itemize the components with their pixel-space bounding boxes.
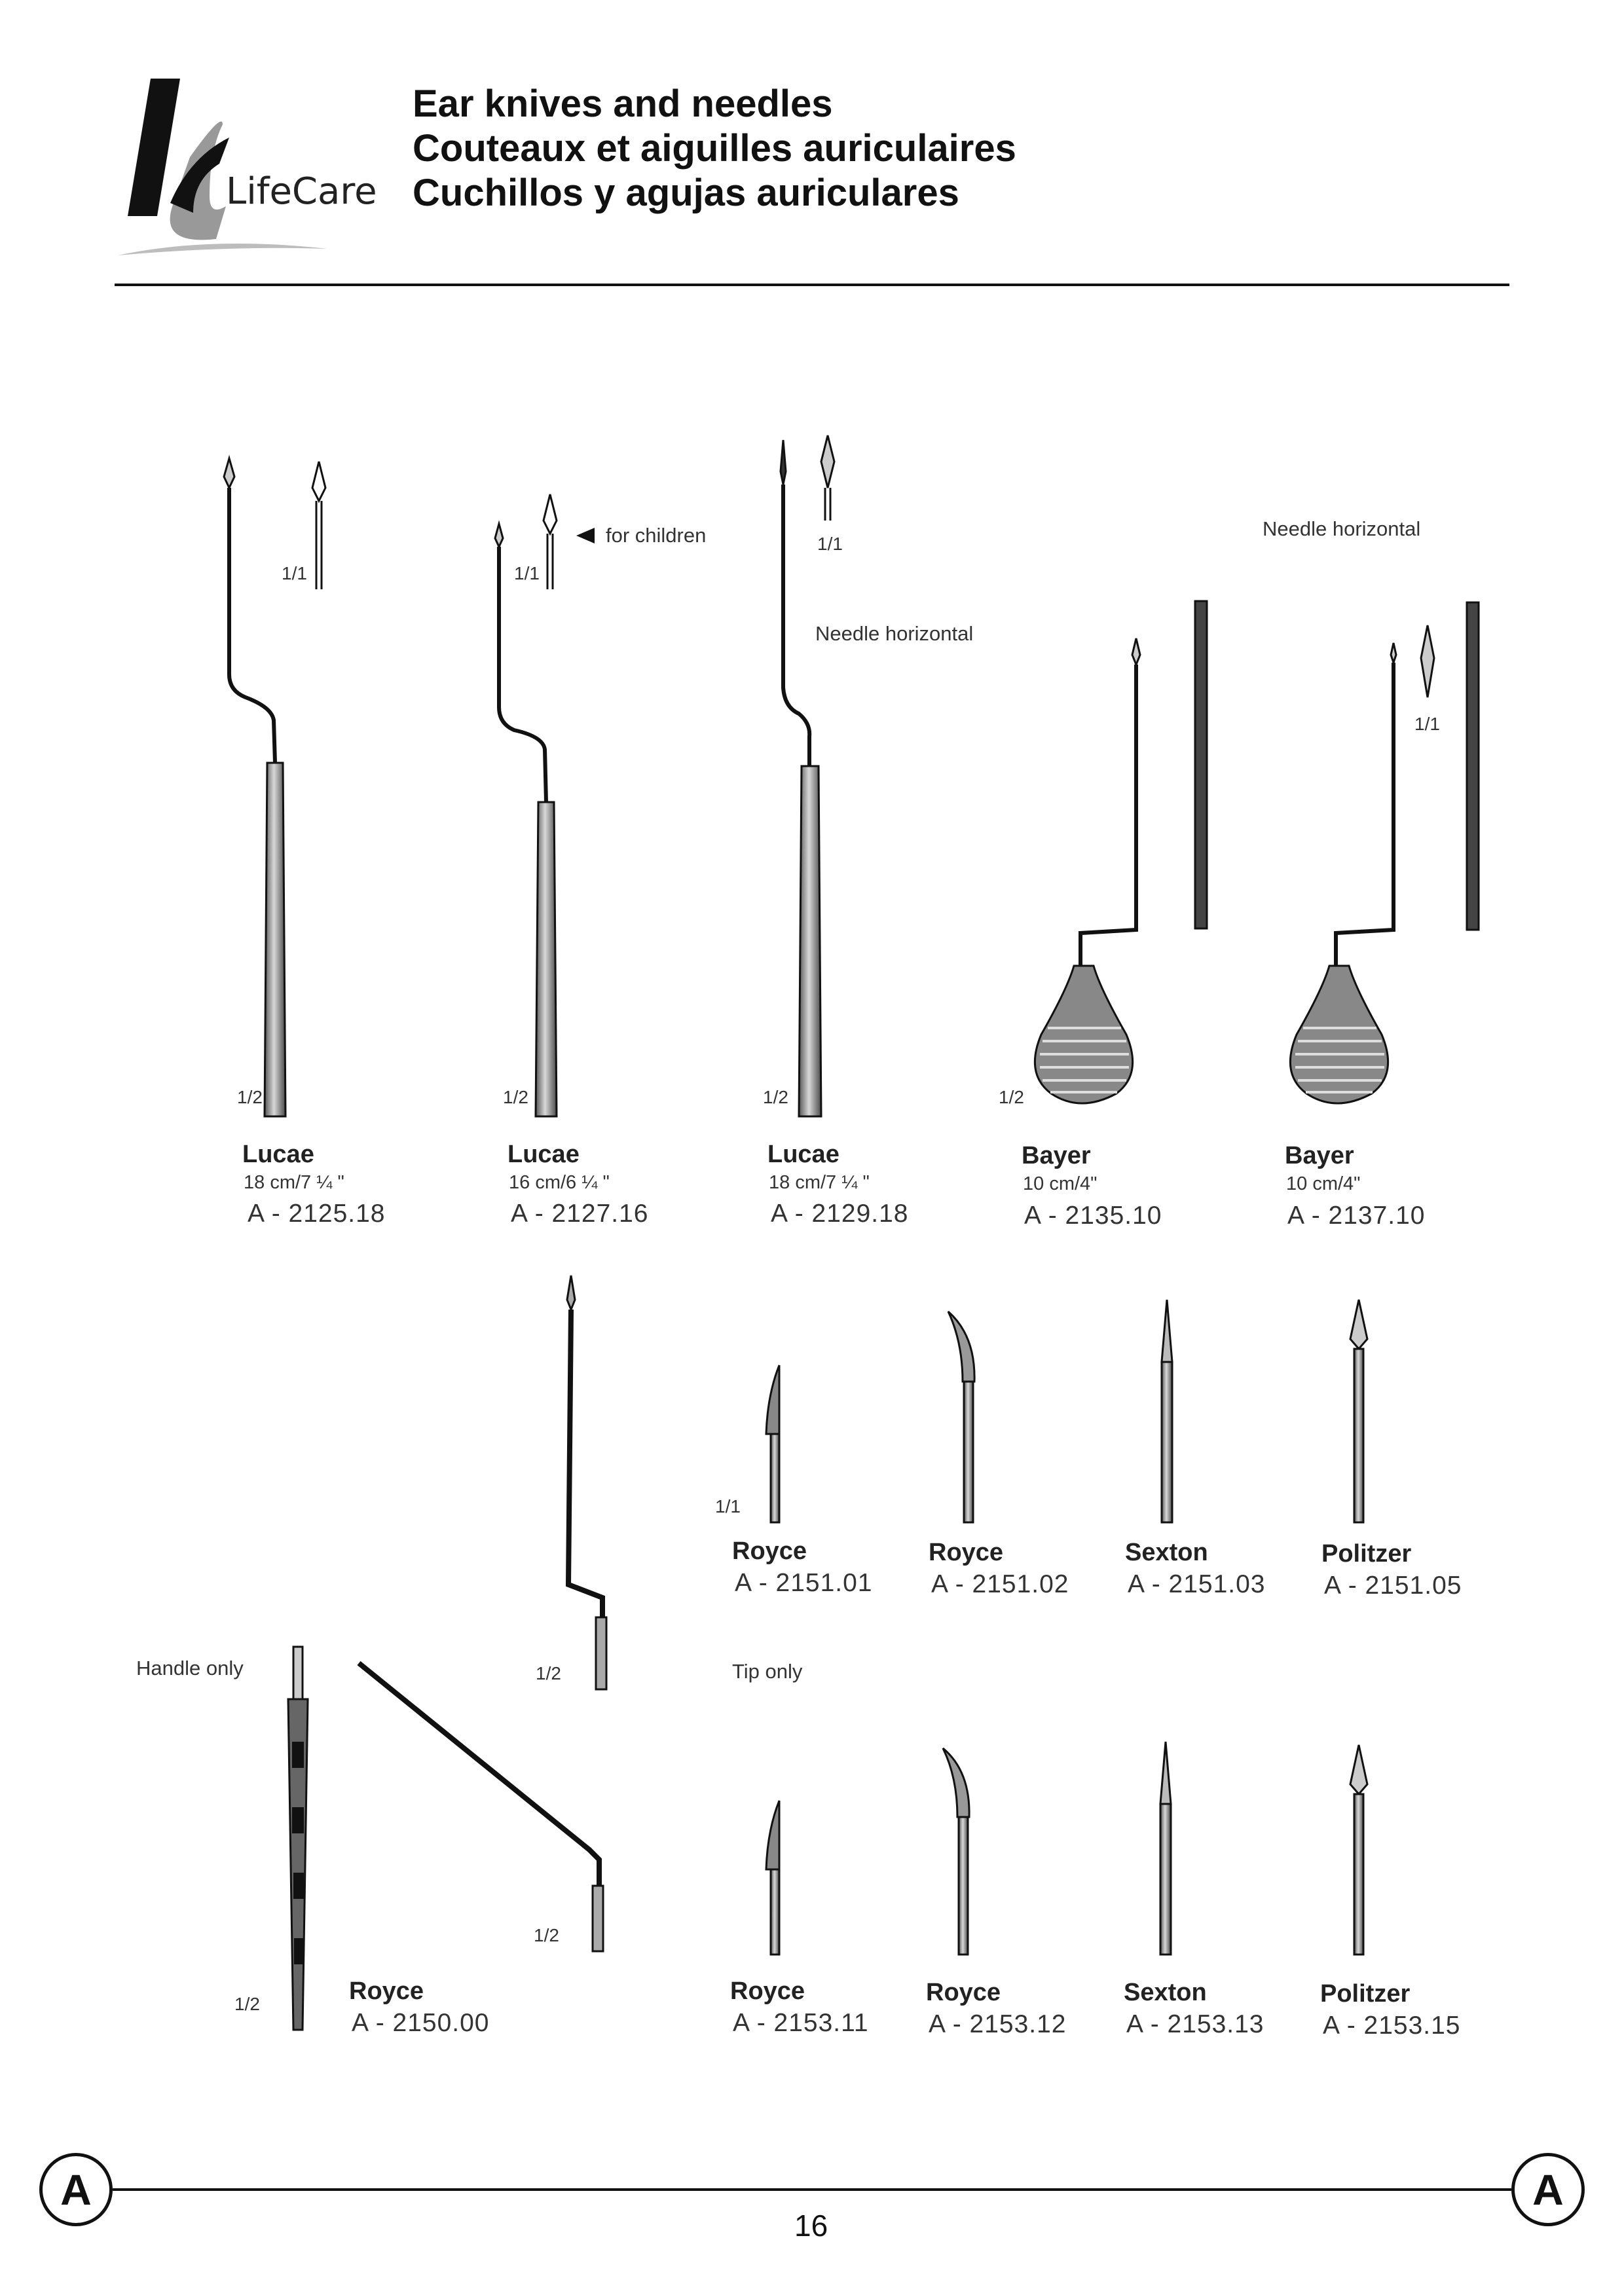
footer-divider: [113, 2188, 1511, 2191]
product-code: A - 2137.10: [1287, 1202, 1426, 1230]
bayer-needle-2: [1290, 602, 1479, 1103]
product-name: Royce: [349, 1977, 424, 2005]
product-name: Bayer: [1285, 1142, 1354, 1169]
page-number: 16: [794, 2209, 828, 2243]
product-code: A - 2127.16: [511, 1200, 649, 1228]
royce-tip-2151-02: [948, 1312, 974, 1522]
section-badge-right: A: [1511, 2153, 1585, 2226]
product-name: Royce: [730, 1977, 805, 2005]
royce-handle: [288, 1647, 308, 2030]
product-code: A - 2151.01: [735, 1569, 873, 1597]
scale-1-2: 1/2: [763, 1087, 788, 1107]
scale-1-2: 1/2: [536, 1663, 561, 1683]
royce-tip-2153-11: [766, 1801, 779, 1955]
handle-only-label: Handle only: [136, 1657, 244, 1680]
product-size: 16 cm/6 ¼ ": [509, 1172, 610, 1193]
product-name: Sexton: [1125, 1539, 1208, 1566]
product-code: A - 2153.12: [929, 2010, 1067, 2038]
royce-angled-tip: [359, 1663, 603, 1951]
product-name: Lucae: [767, 1141, 840, 1168]
product-name: Sexton: [1124, 1979, 1207, 2006]
product-code: A - 2153.13: [1126, 2010, 1264, 2038]
sexton-tip-2151-03: [1162, 1300, 1172, 1522]
for-children-arrow-icon: [576, 528, 595, 543]
product-size: 18 cm/7 ¼ ": [244, 1172, 344, 1193]
product-code: A - 2153.15: [1323, 2011, 1461, 2040]
product-size: 18 cm/7 ¼ ": [769, 1172, 870, 1193]
product-name: Royce: [732, 1537, 807, 1565]
for-children-label: for children: [606, 524, 707, 547]
product-name: Lucae: [242, 1141, 314, 1168]
product-code: A - 2151.05: [1324, 1571, 1462, 1600]
scale-1-1: 1/1: [817, 534, 843, 554]
product-code: A - 2135.10: [1024, 1202, 1162, 1230]
lucae-knife-1: [224, 458, 325, 1116]
product-code: A - 2125.18: [248, 1200, 386, 1228]
scale-1-2: 1/2: [999, 1087, 1024, 1107]
product-name: Royce: [929, 1539, 1004, 1566]
page-title-es: Cuchillos y agujas auriculares: [413, 172, 959, 214]
product-size: 10 cm/4": [1023, 1173, 1098, 1194]
politzer-tip-2151-05: [1350, 1300, 1367, 1522]
scale-1-1: 1/1: [1414, 714, 1440, 734]
royce-tip-2151-01: [766, 1365, 779, 1522]
scale-1-1: 1/1: [282, 563, 307, 583]
scale-1-2: 1/2: [237, 1087, 263, 1107]
bayer-needle-1: [1035, 601, 1207, 1103]
product-code: A - 2151.02: [931, 1570, 1069, 1598]
scale-1-1: 1/1: [715, 1496, 741, 1516]
lucae-knife-2: [495, 494, 557, 1116]
scale-1-1: 1/1: [514, 563, 540, 583]
product-code: A - 2151.03: [1128, 1570, 1266, 1598]
politzer-tip-2153-15: [1350, 1745, 1367, 1955]
page-title-fr: Couteaux et aiguilles auriculaires: [413, 127, 1016, 170]
royce-tip-2153-12: [943, 1748, 969, 1955]
product-code: A - 2153.11: [733, 2009, 869, 2037]
scale-1-2: 1/2: [503, 1087, 528, 1107]
product-code: A - 2150.00: [352, 2009, 490, 2037]
scale-1-2: 1/2: [234, 1994, 260, 2014]
product-size: 10 cm/4": [1286, 1173, 1361, 1194]
product-name: Politzer: [1321, 1540, 1412, 1568]
section-badge-left: A: [39, 2153, 113, 2226]
needle-horizontal-label-2: Needle horizontal: [1263, 517, 1421, 540]
product-name: Royce: [926, 1979, 1001, 2006]
needle-horizontal-label-1: Needle horizontal: [815, 622, 974, 645]
product-code: A - 2129.18: [771, 1200, 909, 1228]
product-name: Politzer: [1320, 1980, 1411, 2008]
product-name: Lucae: [507, 1141, 580, 1168]
product-name: Bayer: [1022, 1142, 1091, 1169]
tip-only-label: Tip only: [732, 1660, 803, 1683]
scale-1-2: 1/2: [534, 1925, 559, 1945]
page-title-en: Ear knives and needles: [413, 83, 833, 125]
logo-text: LifeCare: [226, 170, 377, 213]
sexton-tip-2153-13: [1160, 1742, 1171, 1955]
royce-long-tip: [567, 1276, 606, 1689]
